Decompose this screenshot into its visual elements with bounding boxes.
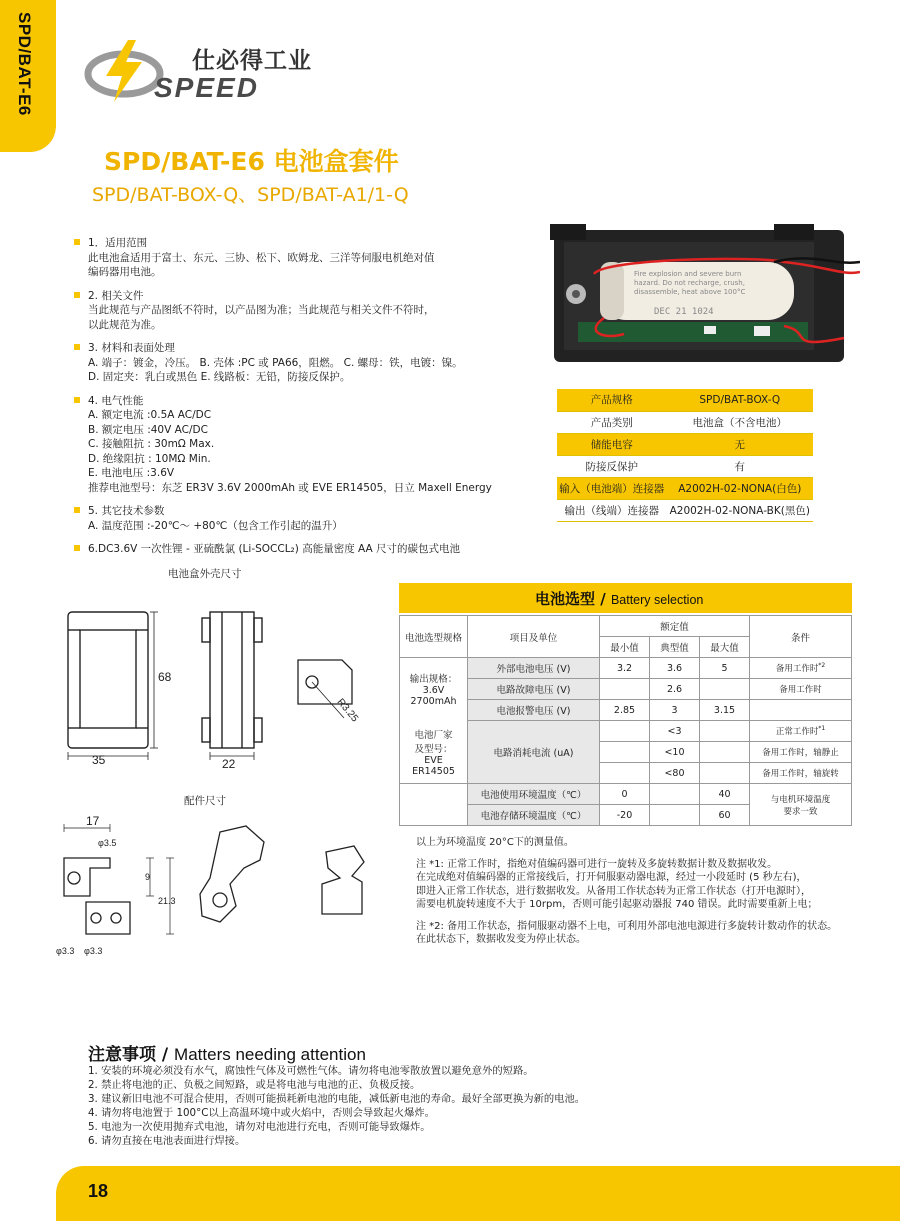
spec-item (74, 394, 514, 496)
spec-value: 有 (667, 455, 813, 477)
cell-min: 0 (600, 784, 650, 805)
sel-row (400, 721, 852, 742)
spec-line: 1．适用范围 (88, 237, 148, 249)
spec-line: B. 额定电压 :40V AC/DC (88, 423, 208, 436)
spec-row (557, 477, 813, 499)
spec-label: 储能电容 (557, 433, 667, 455)
cell-cond (750, 700, 852, 721)
side-tab (0, 0, 56, 152)
spec-row (557, 389, 813, 411)
spec-item (74, 542, 514, 557)
spec-line: A. 额定电流 :0.5A AC/DC (88, 409, 212, 421)
spec-value: 无 (667, 433, 813, 455)
cell-min (600, 679, 650, 700)
cell-typ: 3 (650, 700, 700, 721)
cond-text: 备用工作时，轴旋转 (762, 769, 839, 779)
part-width: 17 (86, 814, 100, 828)
note-n2 (416, 920, 866, 947)
footer-bar (56, 1166, 900, 1221)
spec-label: 防接反保护 (557, 455, 667, 477)
attention-list (88, 1064, 585, 1148)
note-line: 在此状态下，数据收发变为停止状态。 (416, 934, 586, 945)
bullet-icon (74, 545, 80, 551)
cell-typ (650, 784, 700, 805)
shell-dim-title: 电池盒外壳尺寸 (168, 568, 242, 580)
spec-value: 电池盒（不含电池） (667, 411, 813, 433)
photo-date: DEC 21 1024 (654, 307, 714, 317)
cell-item: 外部电池电压 (V) (468, 658, 600, 679)
cell-item: 电池报警电压 (V) (468, 700, 600, 721)
cell-typ: <3 (650, 721, 700, 742)
page-number: 18 (88, 1181, 109, 1201)
cell-cond (750, 658, 852, 679)
measurement-notes (416, 836, 866, 955)
cell-max: 60 (700, 805, 750, 826)
sel-header-row (400, 616, 852, 637)
col-typ: 典型值 (650, 637, 700, 658)
parts-dimension-drawing (50, 812, 390, 962)
selection-title-en: Battery selection (610, 593, 704, 607)
battery-selection-table (399, 615, 852, 826)
attention-item: 5. 电池为一次使用抛弃式电池，请勿对电池进行充电，否则可能导致爆炸。 (88, 1121, 431, 1133)
spec-line: 推荐电池型号：东芝 ER3V 3.6V 2000mAh 或 EVE ER14505，日立 Maxell Energy (88, 481, 492, 494)
cond-sup: *1 (818, 725, 826, 733)
part-h1: 9 (145, 872, 151, 882)
spec-line: 当此规范与产品图纸不符时，以产品图为准；当此规范与相关文件不符时， (88, 304, 435, 316)
spec-line: 6.DC3.6V 一次性锂 - 亚硫酰氯 (Li-SOCCL₂) 高能量密度 AA 尺寸的碳包式电池 (88, 543, 461, 555)
sel-row (400, 658, 852, 679)
dim-width: 35 (92, 753, 106, 767)
spec-line: A. 温度范围 :-20℃～ +80℃（包含工作引起的温升） (88, 519, 343, 532)
selection-header-bar (399, 583, 852, 613)
spec-line: 此电池盒适用于富士、东元、三协、松下、欧姆龙、三洋等伺服电机绝对值 (88, 251, 435, 264)
attention-title (88, 1040, 366, 1065)
spec-item (74, 341, 514, 385)
bullet-icon (74, 397, 80, 403)
cell-max: 40 (700, 784, 750, 805)
side-tab-label: SPD/BAT-E6 (15, 12, 34, 116)
product-spec-table (557, 389, 813, 522)
attention-item: 6. 请勿直接在电池表面进行焊接。 (88, 1135, 246, 1147)
spec-line: 编码器用电池。 (88, 266, 162, 278)
brand-logo (84, 36, 314, 106)
col-cond: 条件 (750, 616, 852, 658)
cell-typ: <10 (650, 742, 700, 763)
attention-item: 4. 请勿将电池置于 100°C以上高温环境中或火焰中，否则会导致起火爆炸。 (88, 1107, 435, 1119)
spec-line: D. 绝缘阻抗 : 10MΩ Min. (88, 452, 211, 465)
col-spec: 电池选型规格 (400, 616, 468, 658)
col-item: 项目及单位 (468, 616, 600, 658)
photo-label-2: hazard. Do not recharge, crush, (634, 279, 745, 287)
part-hole2a: φ3.3 (56, 946, 75, 956)
col-rated: 额定值 (600, 616, 750, 637)
brand-name-cn: 仕必得工业 (192, 48, 312, 74)
part-hole2b: φ3.3 (84, 946, 103, 956)
spec-line: 2. 相关文件 (88, 289, 144, 302)
bullet-icon (74, 239, 80, 245)
cell-item: 电路故障电压 (V) (468, 679, 600, 700)
cell-item: 电池使用环境温度（℃） (468, 784, 600, 805)
page-subtitle: SPD/BAT-BOX-Q、SPD/BAT-A1/1-Q (92, 184, 409, 206)
note-n1 (416, 858, 866, 912)
note-line: 注 *1: 正常工作时，指绝对值编码器可进行一旋转及多旋转数据计数及数据收发。 (416, 858, 778, 870)
spec-label: 输出（线端）连接器 (557, 499, 667, 521)
spec-line: 以此规范为准。 (88, 318, 162, 331)
attention-item: 2. 禁止将电池的正、负极之间短路，或是将电池与电池的正、负极反接。 (88, 1079, 421, 1091)
spec-item (74, 236, 514, 280)
spec-line: E. 电池电压 :3.6V (88, 467, 175, 479)
spec-item (74, 289, 514, 333)
sel-row (400, 700, 852, 721)
cell-cond (750, 721, 852, 742)
maker-group: 电池厂家 及型号： EVE ER14505 (400, 721, 468, 784)
cond-text: 正常工作时 (775, 727, 819, 737)
spec-value: SPD/BAT-BOX-Q (667, 389, 813, 411)
cell-min: -20 (600, 805, 650, 826)
cell-max (700, 763, 750, 784)
attention-title-en: Matters needing attention (174, 1045, 366, 1064)
cell-max: 3.15 (700, 700, 750, 721)
note-n0 (416, 836, 866, 850)
blank-group (400, 784, 468, 826)
spec-value: A2002H-02-NONA-BK(黑色) (667, 499, 813, 521)
spec-row (557, 411, 813, 433)
brand-name-en: SPEED (154, 72, 259, 103)
spec-row (557, 499, 813, 521)
sel-row (400, 784, 852, 805)
part-hole: φ3.5 (98, 838, 117, 848)
dim-depth: 22 (222, 757, 236, 771)
cell-typ: 3.6 (650, 658, 700, 679)
temp-cond: 与电机环境温度 要求一致 (750, 784, 852, 826)
cell-max (700, 742, 750, 763)
dim-height: 68 (158, 670, 172, 684)
cell-item: 电池存储环境温度（℃） (468, 805, 600, 826)
photo-label-3: disassemble, heat above 100°C (634, 288, 746, 296)
spec-line: 3. 材料和表面处理 (88, 342, 175, 354)
note-line: 以上为环境温度 20°C下的测量值。 (416, 837, 574, 848)
attention-item: 1. 安装的环境必须没有水气，腐蚀性气体及可燃性气体。请勿将电池零散放置以避免意外的短路。 (88, 1065, 534, 1077)
col-max: 最大值 (700, 637, 750, 658)
cell-min: 3.2 (600, 658, 650, 679)
spec-row (557, 455, 813, 477)
spec-row (557, 433, 813, 455)
spec-label: 产品规格 (557, 389, 667, 411)
cell-typ (650, 805, 700, 826)
spec-line: 4. 电气性能 (88, 394, 144, 407)
cell-typ: 2.6 (650, 679, 700, 700)
cell-min (600, 763, 650, 784)
attention-title-cn: 注意事项 / (88, 1045, 175, 1065)
spec-list (74, 236, 514, 566)
cell-min: 2.85 (600, 700, 650, 721)
photo-label-1: Fire explosion and severe burn (634, 270, 742, 278)
spec-line: 5. 其它技术参数 (88, 505, 165, 517)
cell-min (600, 721, 650, 742)
spec-line: A. 端子：镀金，冷压。 B. 壳体 :PC 或 PA66，阻燃。 C. 螺母：铁，电镀：镍。 (88, 356, 463, 369)
part-h2: 21.3 (158, 896, 176, 906)
cell-cond (750, 679, 852, 700)
selection-title (535, 588, 703, 609)
cell-cond (750, 763, 852, 784)
parts-dim-title: 配件尺寸 (184, 795, 226, 807)
spec-line: C. 接触阻抗 : 30mΩ Max. (88, 438, 215, 450)
spec-label: 输入（电池端）连接器 (557, 477, 667, 499)
cell-max (700, 679, 750, 700)
spec-line: D. 固定夹：乳白或黑色 E. 线路板：无铅，防接反保护。 (88, 371, 351, 383)
spec-label: 产品类别 (557, 411, 667, 433)
note-line: 即进入正常工作状态，进行数据收发。从备用工作状态转为正常工作状态（打开电源时）， (416, 885, 811, 897)
attention-item: 3. 建议新旧电池不可混合使用，否则可能损耗新电池的电能，减低新电池的寿命。最好全部更换为新的电池。 (88, 1093, 586, 1105)
cond-text: 备用工作时 (775, 664, 819, 674)
cell-cond (750, 742, 852, 763)
bullet-icon (74, 292, 80, 298)
cell-max: 5 (700, 658, 750, 679)
bullet-icon (74, 507, 80, 513)
spec-item (74, 504, 514, 533)
cell-max (700, 721, 750, 742)
spec-group: 输出规格： 3.6V 2700mAh (400, 658, 468, 721)
page-title: SPD/BAT-E6 电池盒套件 (104, 147, 399, 176)
cell-typ: <80 (650, 763, 700, 784)
note-line: 在完成绝对值编码器的正常接线后，打开伺服驱动器电源，经过一小段延时 (5 秒左右)， (416, 872, 807, 883)
spec-value: A2002H-02-NONA(白色) (667, 477, 813, 499)
note-line: 注 *2: 备用工作状态，指伺服驱动器不上电，可利用外部电池电源进行多旋转计数动作的状态。 (416, 920, 838, 932)
col-min: 最小值 (600, 637, 650, 658)
dim-radius: R3.25 (334, 696, 361, 725)
cell-min (600, 742, 650, 763)
cond-text: 备用工作时，轴静止 (762, 748, 839, 758)
cond-text: 备用工作时 (779, 685, 822, 695)
cond-sup: *2 (818, 662, 826, 670)
cell-item: 电路消耗电流 (uA) (468, 721, 600, 784)
shell-dimension-drawing (62, 588, 378, 772)
battery-box-photo (544, 222, 860, 370)
selection-title-cn: 电池选型 / (535, 590, 611, 608)
sel-row (400, 679, 852, 700)
bullet-icon (74, 344, 80, 350)
note-line: 需要电机旋转速度不大于 10rpm，否则可能引起驱动器报 740 错误。此时需要重新上电； (416, 899, 818, 910)
